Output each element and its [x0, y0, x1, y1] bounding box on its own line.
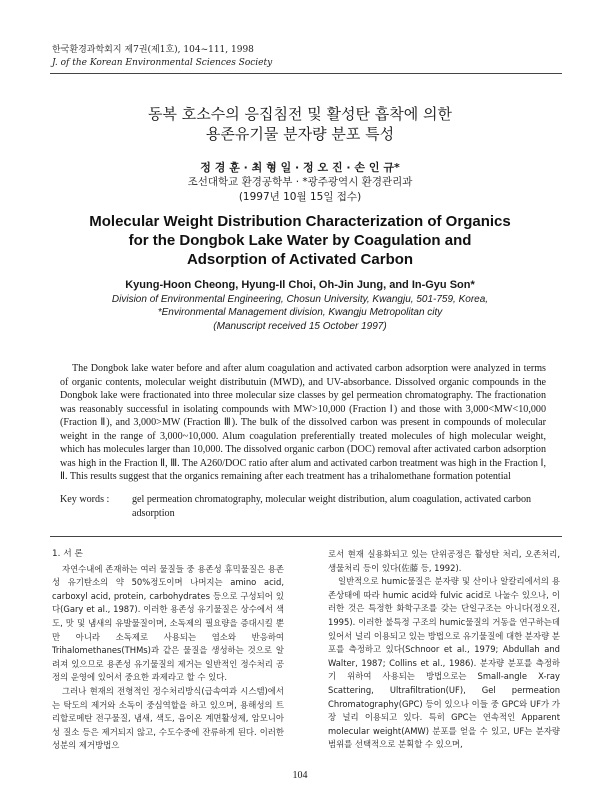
- paragraph: 로서 현재 실용화되고 있는 단위공정은 활성탄 처리, 오존처리, 생물처리 등이 있다(佐藤 등, 1992).: [328, 549, 560, 573]
- english-title-line1: Molecular Weight Distribution Characterization of Organics: [89, 213, 511, 230]
- korean-affiliation: 조선대학교 환경공학부 · *광주광역시 환경관리과: [187, 176, 413, 188]
- journal-name-en: J. of the Korean Environmental Sciences Society: [52, 58, 273, 68]
- keywords-divider: [50, 536, 562, 537]
- korean-title-line1: 동복 호소수의 응집침전 및 활성탄 흡착에 의한: [148, 105, 452, 123]
- paragraph: 그러나 현재의 전형적인 정수처리방식(급속여과 시스템)에서는 탁도의 제거와 소독이 중심역할을 하고 있으며, 용해성의 트리할로메탄 전구물질, 냄새, 색도, 음이온 계면활성제, 암모니아성 질소 등은 제거되지 않고, 수도수중에 잔류하게 된다. 이러한 성분의 제거방법으: [52, 685, 284, 751]
- english-title-line3: Adsorption of Activated Carbon: [186, 251, 414, 268]
- english-authors: Kyung-Hoon Cheong, Hyung-Il Choi, Oh-Jin Jung, and In-Gyu Son*: [125, 279, 475, 291]
- english-title-line2: for the Dongbok Lake Water by Coagulation and: [128, 232, 472, 249]
- journal-citation-ko: 한국환경과학회지 제7권(제1호), 104~111, 1998: [52, 45, 254, 55]
- korean-author-block: [0, 160, 600, 205]
- korean-received-date: (1997년 10월 15일 접수): [238, 191, 362, 203]
- korean-authors: 정 경 훈 · 최 형 일 · 정 오 진 · 손 인 규*: [200, 161, 400, 174]
- journal-header: [52, 44, 272, 70]
- keywords-label: Key words :: [60, 494, 110, 505]
- body-column-left: [52, 548, 284, 753]
- keywords-text: gel permeation chromatography, molecular weight distribution, alum coagulation, activated carbon adsorption: [132, 494, 532, 519]
- keywords: [60, 493, 546, 520]
- abstract: The Dongbok lake water before and after alum coagulation and activated carbon adsorption were analyzed in terms of organic contents, molecular weight distributuin (MWD), and UV-absorbance. Dissolved organic compounds in the Dongbok lake were fractionated into three molecular size classes by gel permeation chromatography. The fractionation was reasonably successful in isolating compounds with MW>10,000 (Fraction Ⅰ) and those with 3,000<MW<10,000 (Fraction Ⅱ), and 3,000>MW (Fraction Ⅲ). The bulk of the dissolved carbon was present in compounds of molecular weight in the range of 3,000~10,000. Alum coagulation preferentially treated molecules of high molecular weight, which has molecules larger than 10,000. The dissolved organic carbon (DOC) removal after activated carbon adsorption was high in the Fraction Ⅱ, Ⅲ. The A260/DOC ratio after alum and activated carbon treatment was high in the Fraction Ⅰ, Ⅱ. This results suggest that the organics remaining after each treatment has a trihalomethane formation potential: [60, 363, 546, 482]
- korean-title: [0, 104, 600, 144]
- english-author-block: [0, 279, 600, 333]
- paragraph: 일반적으로 humic물질은 분자량 및 산이나 알칼리에서의 용존상태에 따라 humic acid와 fulvic acid로 나눌수 있으나, 이러한 것은 특정한 화학구조를 갖는 단일구조는 아니다(정오진, 1995). 이러한 불특정 구조의 humic물질의 거동을 연구하는데 있어서 널리 이용되고 있는 방법으로 유기물질에 대한 분자량 분포를 측정하고 있다(Schnoor et al., 1979; Abdullah and Walter, 1987; Collins et al., 1986). 분자량 분포를 측정하기 위하여 사용되는 방법으로는 Small-angle X-ray Scattering, Ultrafiltration(UF), Gel permeation Chromatography(GPC) 등이 있으나 이들 중 GPC와 UF가 가장 널리 이용되고 있다. 특히 GPC는 연속적인 Apparent molecular weight(AMW) 분포를 얻을 수 있고, UF는 분자량 범위를 선택적으로 분획할 수 있으며,: [328, 576, 560, 750]
- body-column-right: [328, 548, 560, 752]
- section-heading-introduction: 1. 서 론: [52, 549, 83, 559]
- page-number: 104: [292, 770, 308, 781]
- english-received-date: (Manuscript received 15 October 1997): [213, 320, 387, 332]
- paragraph: 자연수내에 존재하는 여러 물질들 중 용존성 휴믹물질은 용존성 유기탄소의 약 50%정도이며 나머지는 amino acid, carboxyl acid, protein, carbohydrates 등으로 구성되어 있다(Gary et al., 1987). 이러한 용존성 유기물질은 상수에서 색도, 맛 및 냄새의 유발물질이며, 소독제의 필요량을 증대시킬 뿐만 아니라 소독제로 사용되는 염소와 반응하여 Trihalomethanes(THMs)과 같은 물질을 생성하는 것으로 알려져 있으므로 용존성 유기물질의 제거는 일반적인 정수처리 공정의 운영에 있어서 중요한 과제라고 할 수 있다.: [52, 563, 284, 683]
- korean-title-line2: 용존유기물 분자량 분포 특성: [205, 125, 395, 143]
- english-title: [0, 212, 600, 269]
- header-divider: [50, 73, 562, 74]
- english-affiliation-2: *Environmental Management division, Kwangju Metropolitan city: [157, 307, 443, 318]
- english-affiliation-1: Division of Environmental Engineering, Chosun University, Kwangju, 501-759, Korea,: [111, 293, 489, 305]
